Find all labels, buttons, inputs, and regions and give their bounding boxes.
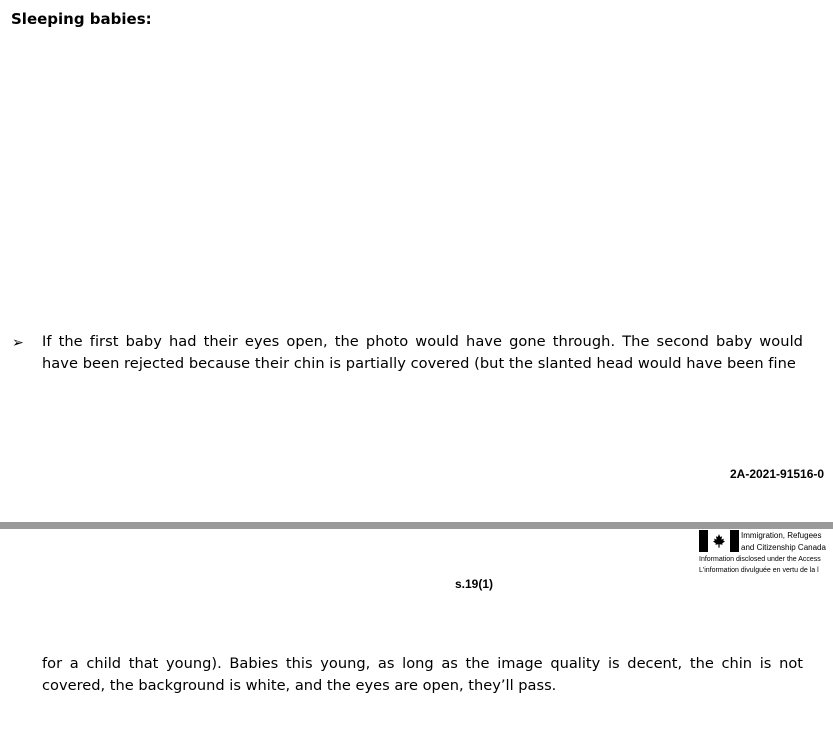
- section-heading: Sleeping babies:: [11, 10, 152, 28]
- arrowhead-bullet-icon: ➢: [12, 334, 24, 350]
- document-id: 2A-2021-91516-0: [730, 467, 825, 481]
- disclosure-english: Information disclosed under the Access: [699, 556, 821, 563]
- bullet-item: [12, 331, 822, 375]
- department-name: [741, 530, 826, 554]
- disclosure-french: L'information divulguée en vertu de la l: [699, 567, 819, 574]
- maple-leaf-icon: [711, 533, 727, 549]
- canada-flag-icon: [699, 530, 739, 552]
- exemption-code: s.19(1): [455, 577, 494, 591]
- disclosure-stamp: [699, 530, 833, 586]
- department-line-1: Immigration, Refugees: [741, 531, 822, 540]
- continuation-text: for a child that young). Babies this young, as long as the image quality is decent, the chin is not covered, the background is white, and the eyes are open, they’ll pass.: [42, 655, 803, 694]
- department-line-2: and Citizenship Canada: [741, 543, 826, 552]
- page-divider: [0, 522, 833, 529]
- bullet-text: If the first baby had their eyes open, the photo would have gone through. The second baby would have been rejected because their chin is partially covered (but the slanted head would have been fine: [42, 333, 803, 372]
